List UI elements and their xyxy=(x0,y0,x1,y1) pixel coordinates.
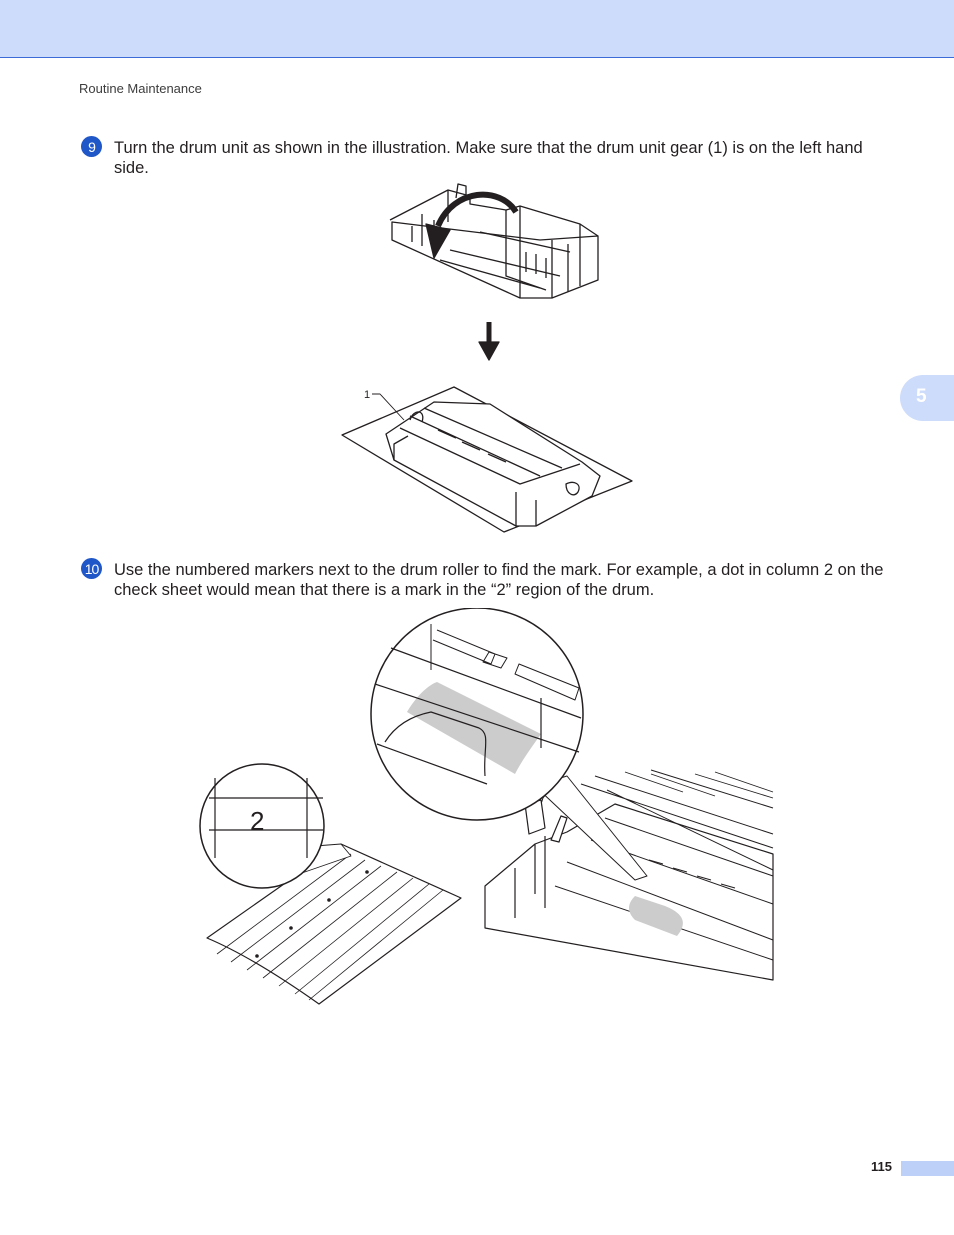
drum-unit-bottom-body xyxy=(386,402,600,526)
check-sheet-drum-illustration xyxy=(195,608,780,1010)
header-band xyxy=(0,0,954,58)
check-sheet-column-label: 2 xyxy=(250,806,265,836)
running-head: Routine Maintenance xyxy=(79,81,202,96)
chapter-tab-number: 5 xyxy=(916,386,927,407)
chapter-tab xyxy=(900,375,954,421)
drum-unit-turn-illustration xyxy=(330,180,640,540)
step-10-badge: 10 xyxy=(81,558,102,579)
page-number: 115 xyxy=(871,1159,892,1174)
callout-label-1: 1 xyxy=(364,389,371,401)
step-10-text: Use the numbered markers next to the drum roller to find the mark. For example, a dot in column 2 on the check sheet would mean that there is a mark in the “2” region of the drum. xyxy=(114,561,884,599)
step-9-badge: 9 xyxy=(81,136,102,157)
step-9-text: Turn the drum unit as shown in the illustration. Make sure that the drum unit gear (1) is on the left hand side. xyxy=(114,139,863,177)
footer-bar xyxy=(901,1161,954,1176)
